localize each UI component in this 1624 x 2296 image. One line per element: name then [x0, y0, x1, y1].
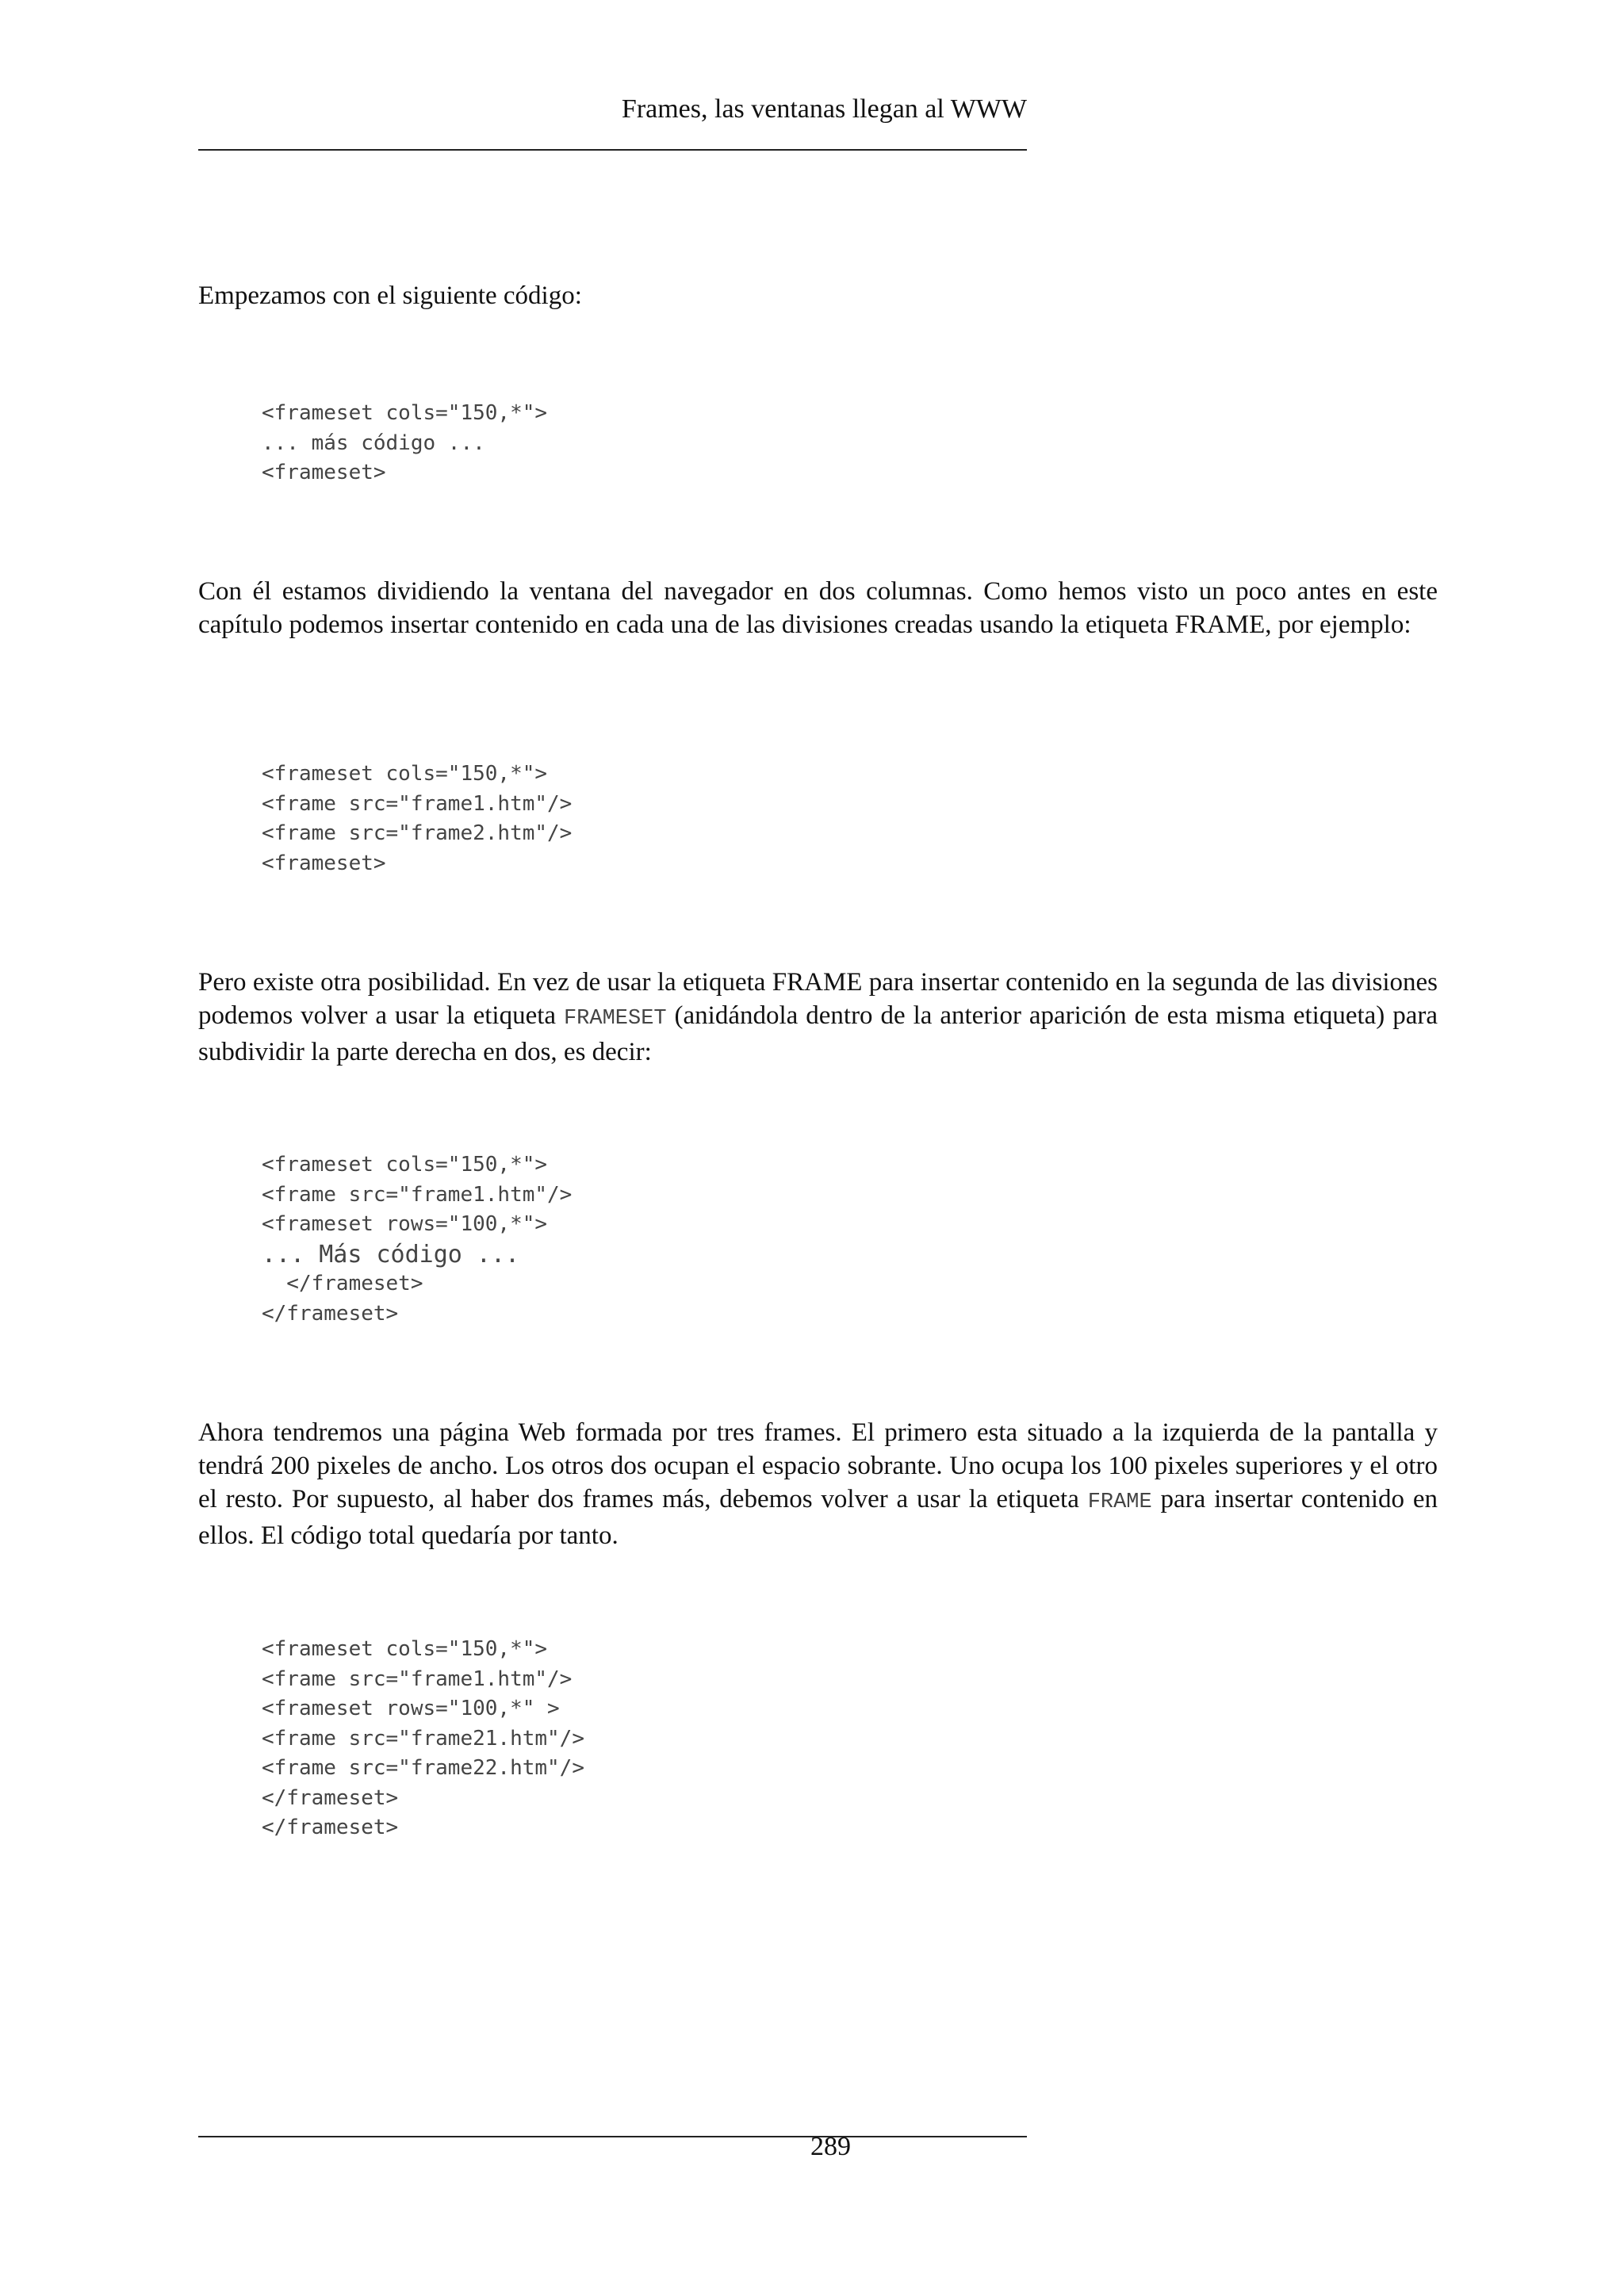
code-line: ... Más código ... [262, 1240, 520, 1269]
inline-code: FRAMESET [563, 1007, 667, 1031]
code-line: <frameset cols="150,*"> [262, 762, 548, 786]
code-line: <frameset rows="100,*" > [262, 1697, 560, 1720]
code-line: <frameset cols="150,*"> [262, 1637, 548, 1661]
code-line: <frame src="frame1.htm"/> [262, 1667, 573, 1691]
code-line: <frameset> [262, 461, 386, 484]
running-header: Frames, las ventanas llegan al WWW [621, 94, 1027, 124]
code-line: <frame src="frame21.htm"/> [262, 1726, 584, 1751]
code-line: </frameset> [262, 1272, 423, 1295]
code-block-4 [262, 1635, 584, 1843]
code-line: <frameset> [262, 851, 386, 875]
code-line: <frame src="frame1.htm"/> [262, 791, 573, 816]
code-block-3 [262, 1150, 572, 1329]
paragraph-text: (anidándola dentro de la anterior aparición de esta misma etiqueta) para subdividir la parte derecha en dos, es decir: [198, 1001, 1438, 1066]
code-block-2 [262, 760, 572, 878]
page-number: 289 [810, 2132, 851, 2161]
code-line: </frameset> [262, 1816, 399, 1839]
code-line: <frame src="frame1.htm"/> [262, 1182, 573, 1207]
code-line: <frameset cols="150,*"> [262, 1153, 548, 1177]
code-block-1 [262, 399, 547, 488]
code-line: <frameset cols="150,*"> [262, 401, 548, 425]
code-line: <frame src="frame22.htm"/> [262, 1756, 584, 1780]
code-line: ... más código ... [262, 430, 485, 455]
code-line: <frameset rows="100,*"> [262, 1212, 548, 1236]
paragraph-text: Pero existe otra posibilidad. En vez de usar la etiqueta FRAME para insertar contenido en la segunda de las divisiones podemos volver a usar la etiqueta [198, 968, 1438, 1030]
paragraph-intro: Empezamos con el siguiente código: [198, 281, 582, 310]
code-line: </frameset> [262, 1301, 399, 1326]
code-line: <frame src="frame2.htm"/> [262, 821, 573, 845]
paragraph-text: Ahora tendremos una página Web formada por tres frames. El primero esta situado a la izquierda de la pantalla y tendrá 200 pixeles de ancho. Los otros dos ocupan el espacio sobrante. Uno ocupa los 100 pixeles superiores y el otro el resto. Por supuesto, al haber dos frames más, debemos volver a usar la etiqueta [198, 1418, 1438, 1513]
paragraph-three-frames [198, 1416, 1438, 1552]
paragraph-columns: Con él estamos dividiendo la ventana del navegador en dos columnas. Como hemos visto un poco antes en este capítulo podemos insertar contenido en cada una de las divisiones creadas usando la etiqueta FRAME, por ejemplo: [198, 577, 1438, 639]
code-line: </frameset> [262, 1785, 399, 1810]
paragraph-text: para insertar contenido en ellos. El código total quedaría por tanto. [198, 1485, 1438, 1550]
header-rule [198, 149, 1027, 151]
inline-code: FRAME [1087, 1490, 1152, 1514]
paragraph-nested-frameset [198, 966, 1438, 1069]
